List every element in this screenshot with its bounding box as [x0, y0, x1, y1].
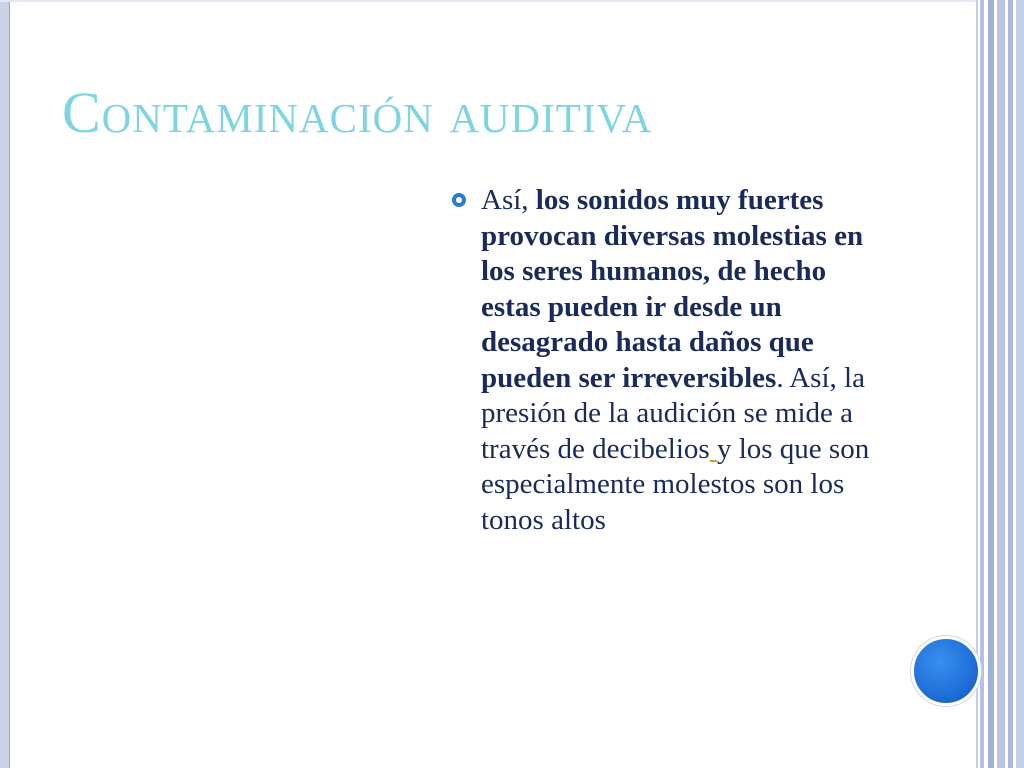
paragraph-emphasis: los sonidos muy fuertes provocan diversas molestias en los seres humanos, de hecho estas pueden ir desde un desagrado hasta daños que pueden ser irreversibles — [481, 184, 864, 394]
right-stripe — [1008, 0, 1013, 768]
hyperlink-gap[interactable] — [710, 433, 717, 465]
slide-title: Contaminación auditiva — [62, 80, 653, 145]
left-frame-border — [0, 0, 9, 768]
paragraph-continuation: . Así, la presión de la audición se mide a través de decibelios — [481, 361, 865, 465]
right-stripe — [988, 0, 994, 768]
bullet-paragraph — [481, 183, 881, 538]
left-frame-line — [9, 0, 10, 768]
top-frame-line — [0, 0, 976, 2]
right-stripe — [980, 0, 984, 768]
right-stripe — [1016, 0, 1024, 768]
decorative-circle — [911, 636, 981, 706]
bullet-icon — [452, 193, 466, 207]
right-stripe — [997, 0, 1005, 768]
paragraph-lead: Así, — [481, 184, 536, 216]
paragraph-ending: y los que son especialmente molestos son los tonos altos — [481, 432, 870, 536]
